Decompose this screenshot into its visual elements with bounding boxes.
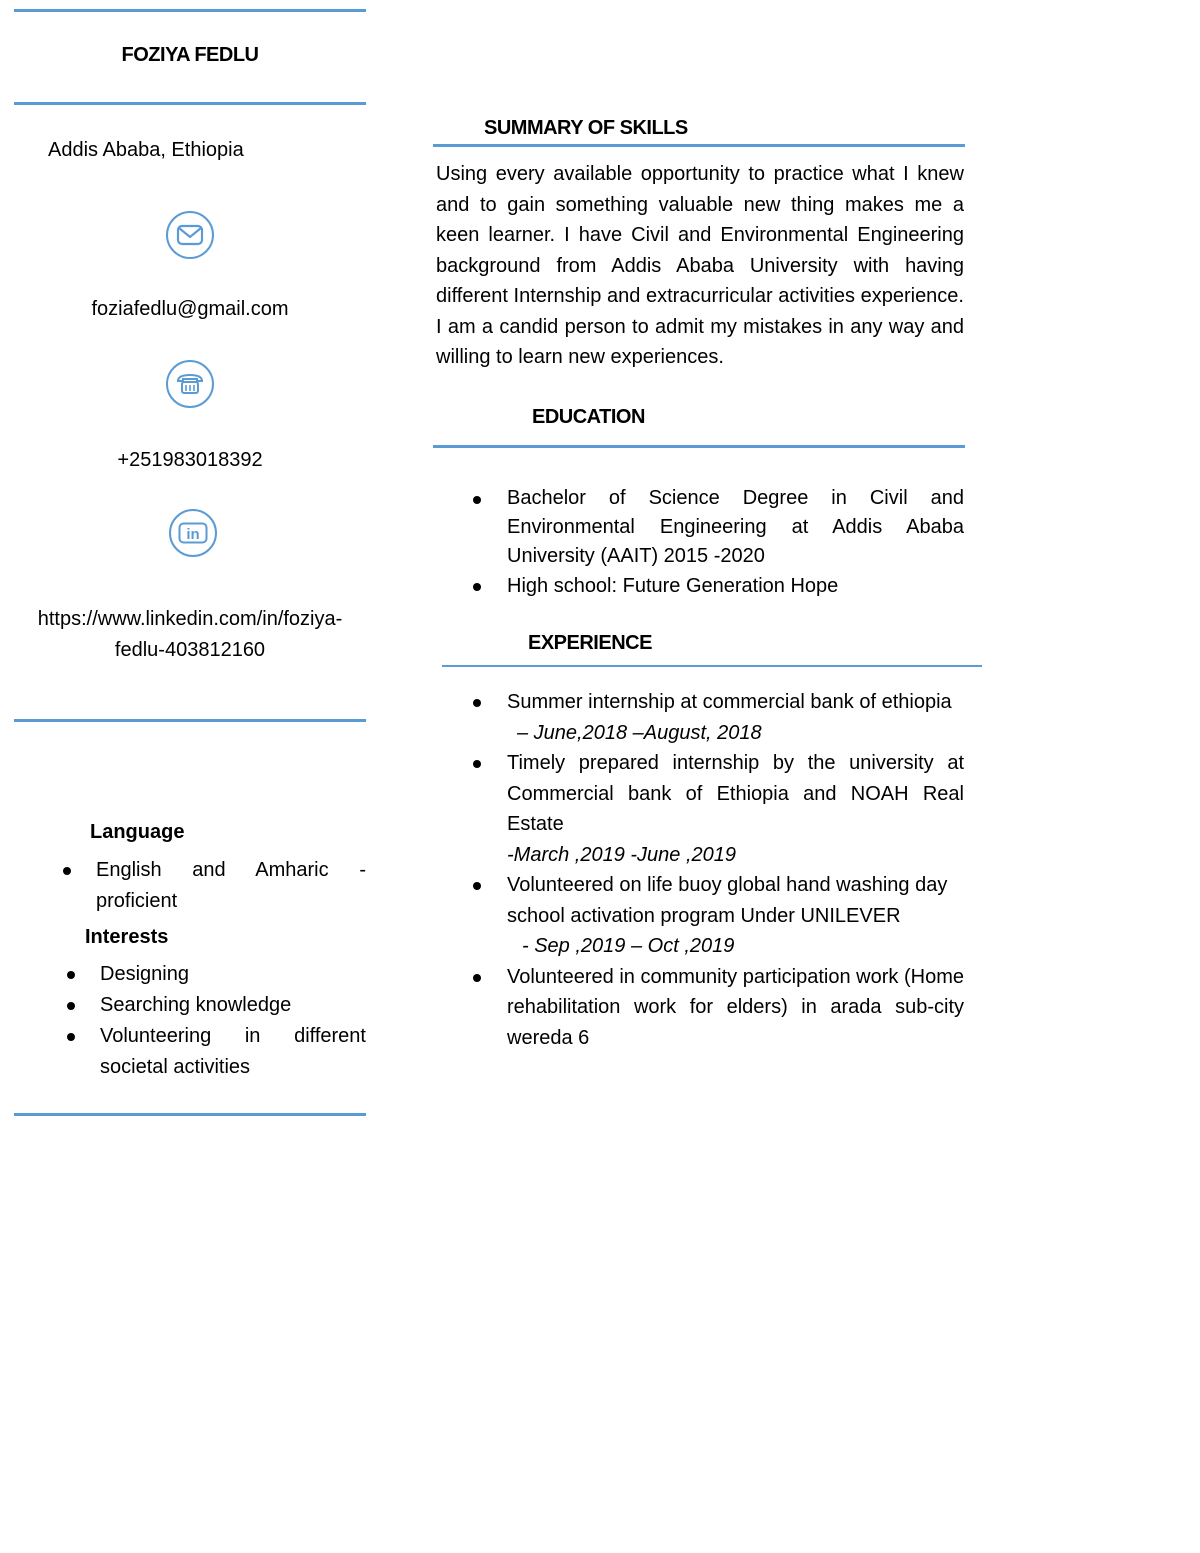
sidebar-mid-rule [14,719,366,722]
language-heading: Language [90,821,185,843]
list-item [100,959,366,990]
experience-item: Timely prepared internship by the university at Commercial bank of Ethiopia and NOAH Real Estate [507,752,964,835]
language-item: English and Amharic - proficient [96,859,366,912]
sidebar-top-rule [14,9,366,12]
experience-title: EXPERIENCE [528,632,652,654]
svg-text:in: in [186,526,200,543]
experience-item: Volunteered in community participation work (Home rehabilitation work for elders) in arada sub-city wereda 6 [507,965,964,1049]
education-rule [433,445,965,448]
experience-rule [442,665,982,667]
linkedin-url[interactable] [14,604,366,666]
interests-list [100,959,366,1083]
list-item [507,962,964,1054]
phone-icon [166,360,214,408]
linkedin-url-line1[interactable]: https://www.linkedin.com/in/foziya- [37,608,343,630]
list-item [507,748,964,870]
language-list [96,855,366,917]
experience-list [507,687,964,1053]
sidebar-name-rule [14,102,366,105]
experience-date: -March ,2019 -June ,2019 [507,843,737,866]
list-item [96,855,366,917]
list-item [100,1021,366,1083]
interest-item: Searching knowledge [100,994,292,1016]
experience-item: Summer internship at commercial bank of ethiopia [507,691,952,713]
list-item [507,571,964,602]
location: Addis Ababa, Ethiopia [48,139,244,161]
summary-text: Using every available opportunity to practice what I knew and to gain something valuable new thing makes me a keen learner. I have Civil and Environmental Engineering background from Addis Ababa University with having different Internship and extracurricular activities experience. I am a candid person to admit my mistakes in any way and willing to learn new experiences. [436,163,964,368]
education-item: High school: Future Generation Hope [507,575,839,597]
list-item [507,484,964,571]
linkedin-url-line2[interactable]: fedlu-403812160 [114,639,266,661]
interest-item: Volunteering in different societal activities [100,1025,366,1078]
email-link[interactable]: foziafedlu@gmail.com [91,298,289,320]
list-item [507,870,964,962]
list-item [507,687,964,748]
mail-icon [166,211,214,259]
summary-title: SUMMARY OF SKILLS [484,117,688,139]
person-name: FOZIYA FEDLU [121,44,259,66]
sidebar-bottom-rule [14,1113,366,1116]
list-item [100,990,366,1021]
experience-date: - Sep ,2019 – Oct ,2019 [522,935,735,957]
phone-number: +251983018392 [117,449,263,471]
experience-item: Volunteered on life buoy global hand washing day school activation program Under UNILEVER [507,874,948,927]
education-item: Bachelor of Science Degree in Civil and Environmental Engineering at Addis Ababa University (AAIT) 2015 -2020 [507,487,964,567]
interests-heading: Interests [85,926,169,948]
education-title: EDUCATION [532,406,645,428]
experience-date: – June,2018 –August, 2018 [517,721,762,744]
education-list [507,484,964,602]
linkedin-icon [169,509,217,557]
interest-item: Designing [100,963,189,985]
summary-rule [433,144,965,147]
